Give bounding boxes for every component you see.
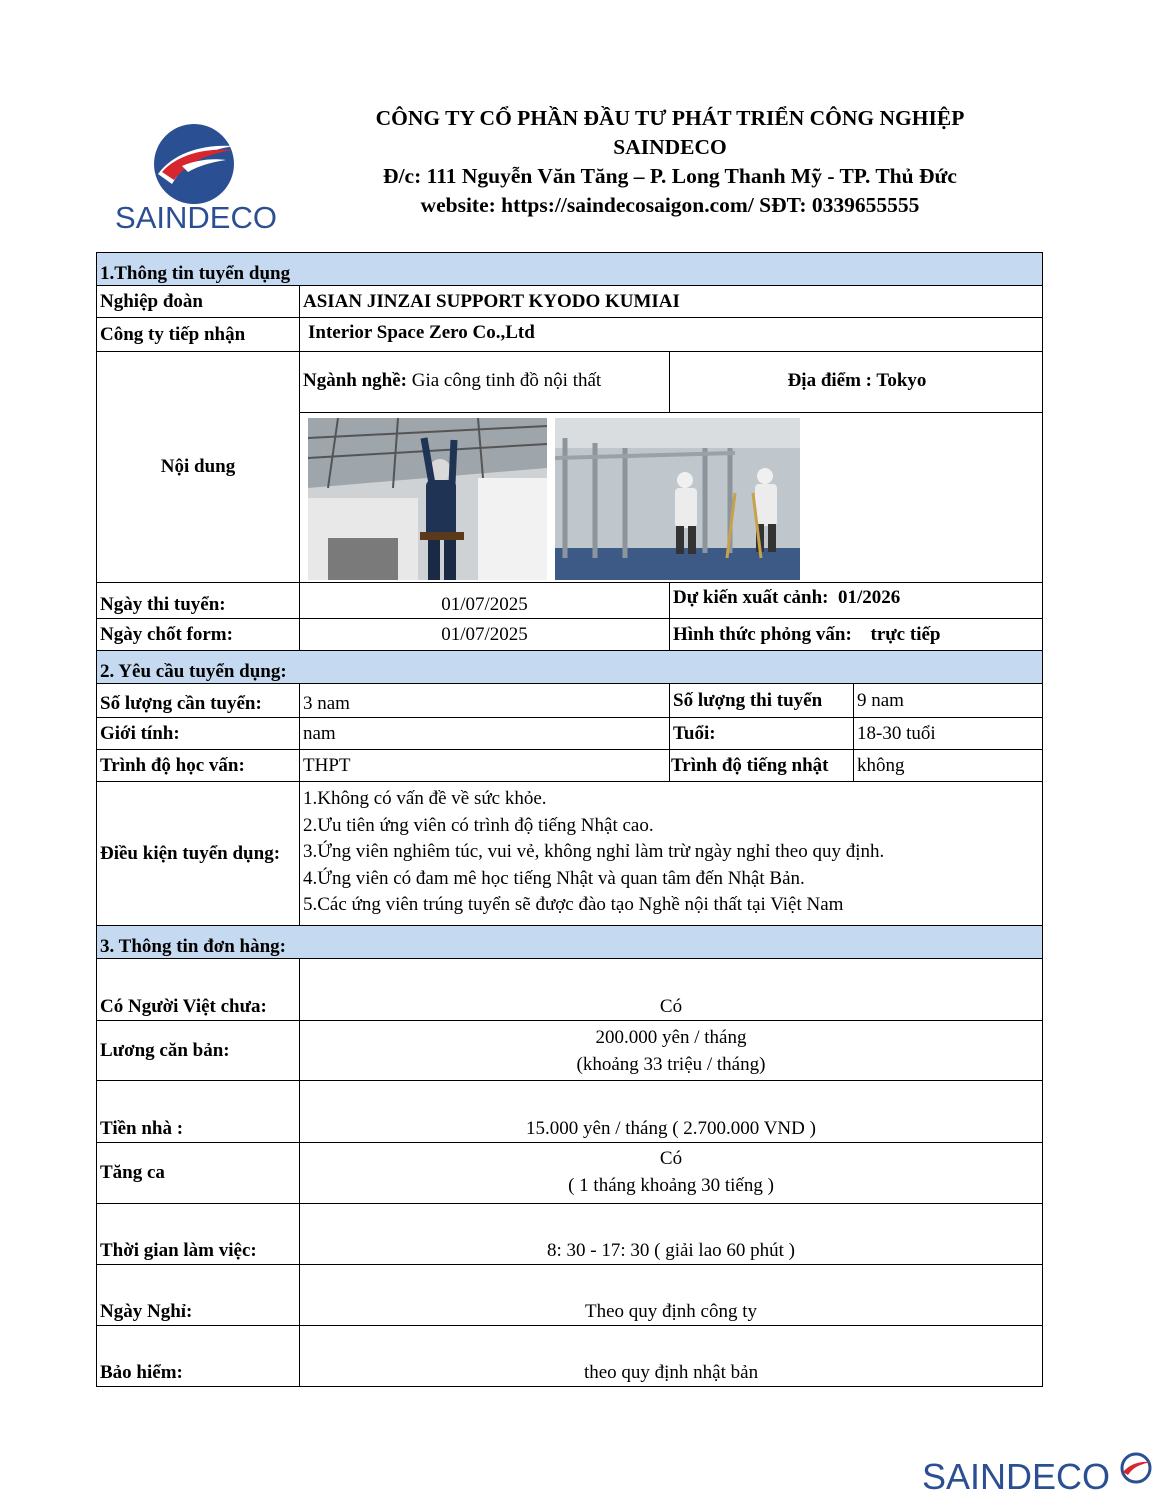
dieu-kien-list	[300, 782, 1043, 926]
footer-logo-wordmark: SAINDECO	[922, 1456, 1111, 1497]
logo-wordmark: SAINDECO	[115, 200, 277, 235]
nguoi-viet-label: Có Người Việt chưa:	[97, 959, 300, 1021]
noi-dung-label: Nội dung	[97, 352, 300, 583]
company-logo	[104, 122, 288, 240]
dia-diem: Địa điểm : Tokyo	[787, 370, 927, 391]
ngay-nghi-value: Theo quy định công ty	[300, 1265, 1043, 1326]
so-luong-label: Số lượng cần tuyển:	[97, 684, 300, 718]
hinh-thuc-value: trực tiếp	[870, 623, 941, 645]
ngay-thi-label: Ngày thi tuyển:	[97, 583, 300, 619]
noi-dung-content	[300, 352, 1043, 583]
company-address: Đ/c: 111 Nguyễn Văn Tăng – P. Long Thanh Mỹ - TP. Thủ Đức	[383, 164, 957, 188]
section-3-title: 3. Thông tin đơn hàng:	[97, 926, 1043, 959]
recruitment-table	[96, 252, 1043, 1387]
section-1-title: 1.Thông tin tuyển dụng	[97, 253, 1043, 286]
ngay-thi-value: 01/07/2025	[300, 583, 670, 619]
tang-ca-label: Tăng ca	[97, 1143, 300, 1204]
dieu-kien-item: 5.Các ứng viên trúng tuyển sẽ được đào tạo Nghề nội thất tại Việt Nam	[303, 894, 844, 915]
dieu-kien-item: 3.Ứng viên nghiêm túc, vui vẻ, không nghỉ làm trừ ngày nghỉ theo quy định.	[303, 841, 885, 862]
luong-label: Lương căn bản:	[97, 1021, 300, 1081]
tang-ca-value-2: ( 1 tháng khoảng 30 tiếng )	[568, 1175, 774, 1196]
ngay-nghi-label: Ngày Nghỉ:	[97, 1265, 300, 1326]
nganh-nghe-value: Gia công tinh đồ nội thất	[411, 370, 602, 391]
worker-photo-2	[555, 418, 800, 580]
du-kien-xuat-canh	[670, 583, 1043, 619]
thoi-gian-value: 8: 30 - 17: 30 ( giải lao 60 phút )	[300, 1204, 1043, 1265]
nguoi-viet-value: Có	[300, 959, 1043, 1021]
tien-nha-value: 15.000 yên / tháng ( 2.700.000 VND )	[300, 1081, 1043, 1143]
thoi-gian-label: Thời gian làm việc:	[97, 1204, 300, 1265]
nghiep-doan-label: Nghiệp đoàn	[97, 286, 300, 318]
nganh-nghe-label: Ngành nghề:	[303, 370, 407, 391]
company-name-line1: CÔNG TY CỔ PHẦN ĐẦU TƯ PHÁT TRIỂN CÔNG NGHIỆP	[375, 106, 965, 130]
bao-hiem-label: Bảo hiểm:	[97, 1326, 300, 1387]
tieng-nhat-label: Trình độ tiếng nhật	[670, 750, 854, 782]
company-name-line2: SAINDECO	[613, 135, 727, 159]
saindeco-logo-icon	[152, 122, 236, 206]
tuoi-value: 18-30 tuổi	[854, 718, 1043, 750]
luong-value-2: (khoảng 33 triệu / tháng)	[576, 1053, 766, 1075]
du-kien-value: 01/2026	[838, 587, 901, 608]
bao-hiem-value: theo quy định nhật bản	[300, 1326, 1043, 1387]
hinh-thuc-phong-van	[670, 619, 1043, 651]
dieu-kien-item: 2.Ưu tiên ứng viên có trình độ tiếng Nhật cao.	[303, 814, 654, 836]
company-contact: website: https://saindecosaigon.com/ SĐT: 0339655555	[420, 193, 920, 217]
hoc-van-label: Trình độ học vấn:	[97, 750, 300, 782]
nghiep-doan-value: ASIAN JINZAI SUPPORT KYODO KUMIAI	[300, 286, 1043, 318]
so-luong-thi-label: Số lượng thi tuyển	[670, 684, 854, 718]
dieu-kien-label: Điều kiện tuyển dụng:	[97, 782, 300, 926]
gioi-tinh-label: Giới tính:	[97, 718, 300, 750]
luong-value	[300, 1021, 1043, 1081]
tang-ca-value-1: Có	[659, 1148, 683, 1169]
ngay-chot-label: Ngày chốt form:	[97, 619, 300, 651]
tieng-nhat-value: không	[854, 750, 1043, 782]
luong-value-1: 200.000 yên / tháng	[595, 1026, 747, 1048]
cong-ty-label: Công ty tiếp nhận	[97, 318, 300, 352]
tang-ca-value	[300, 1143, 1043, 1204]
tuoi-label: Tuổi:	[670, 718, 854, 750]
gioi-tinh-value: nam	[300, 718, 670, 750]
company-header	[330, 104, 1010, 220]
footer-logo	[922, 1452, 1154, 1500]
hinh-thuc-label: Hình thức phỏng vấn:	[673, 623, 852, 645]
dieu-kien-item: 4.Ứng viên có đam mê học tiếng Nhật và quan tâm đến Nhật Bản.	[303, 867, 805, 889]
hoc-van-value: THPT	[300, 750, 670, 782]
tien-nha-label: Tiền nhà :	[97, 1081, 300, 1143]
dieu-kien-item: 1.Không có vấn đề về sức khỏe.	[303, 788, 547, 809]
so-luong-value: 3 nam	[300, 684, 670, 718]
ngay-chot-value: 01/07/2025	[300, 619, 670, 651]
so-luong-thi-value: 9 nam	[854, 684, 1043, 718]
section-2-title: 2. Yêu cầu tuyển dụng:	[97, 651, 1043, 684]
worker-photo-1	[308, 418, 547, 580]
cong-ty-value: Interior Space Zero Co.,Ltd	[300, 318, 1043, 352]
du-kien-label: Dự kiến xuất cảnh:	[673, 587, 829, 608]
saindeco-logo-icon	[1120, 1452, 1152, 1484]
nganh-nghe	[303, 370, 601, 392]
